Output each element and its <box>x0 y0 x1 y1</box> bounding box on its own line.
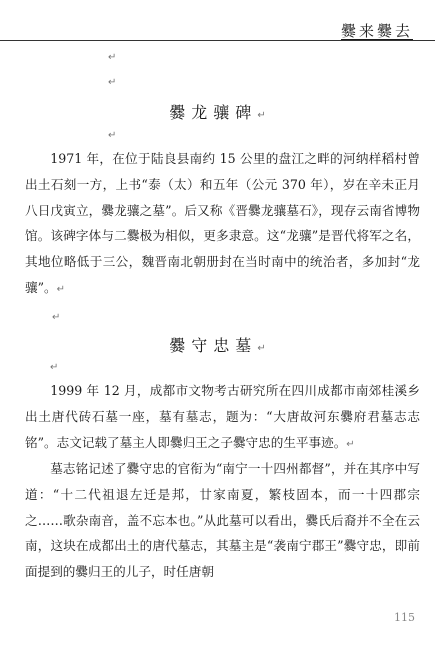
paragraph-text: 1999 年 12 月，成都市文物考古研究所在四川成都市南郊桂溪乡出土唐代砖石墓一座，墓有墓志，题为：“大唐故河东爨府君墓志志铭”。志文记载了墓主人即爨归王之子爨守忠的生平事迹。 <box>25 383 420 450</box>
body-paragraph <box>25 146 420 303</box>
running-header: 爨来爨去 <box>340 22 413 40</box>
paragraph-mark-icon: ↵ <box>108 52 117 63</box>
body-paragraph <box>25 378 420 457</box>
section-title <box>0 333 435 356</box>
paragraph-mark-icon: ↵ <box>56 283 66 295</box>
section-title <box>0 100 435 123</box>
paragraph-mark-icon: ↵ <box>346 438 355 450</box>
paragraph-mark-icon: ↵ <box>50 362 59 373</box>
paragraph-mark-icon: ↵ <box>257 343 266 354</box>
paragraph-text: 墓志铭记述了爨守忠的官衔为“南宁一十四州都督”，并在其序中写道：“十二代祖退左迁是邦，廿家南夏，繁枝固本，而一十四郡宗之……歌杂南音，盖不忘本也。”从此墓可以看出，爨氏后裔并不全在云南，这块在成都出土的唐代墓志，其墓主是“袭南宁郡王”爨守忠，即前面提到的爨归王的儿子，时任唐朝 <box>25 461 420 580</box>
page-number: 115 <box>394 611 415 624</box>
paragraph-mark-icon: ↵ <box>108 130 117 141</box>
paragraph-mark-icon: ↵ <box>108 77 117 88</box>
section-title-text: 爨守忠墓 <box>169 336 258 355</box>
section-title-text: 爨龙骧碑 <box>169 103 258 122</box>
paragraph-mark-icon: ↵ <box>52 312 61 323</box>
paragraph-text: 1971 年，在位于陆良县南约 15 公里的盘江之畔的河纳样稻村曾出土石刻一方，上书“泰（太）和五年（公元 370 年），岁在辛未正月八日戊寅立，爨龙骧之墓”。后又称《晋爨龙骧墓石》，现存云南省博物馆。该碑字体与二爨极为相似，更多隶意。这“龙骧”是晋代将军之名，其地位略低于三公，魏晋南北朝册封在当时南中的统治者，多加封“龙骧”。 <box>25 151 420 295</box>
body-paragraph <box>25 456 420 585</box>
paragraph-mark-icon: ↵ <box>257 110 266 121</box>
header-rule <box>0 40 435 41</box>
